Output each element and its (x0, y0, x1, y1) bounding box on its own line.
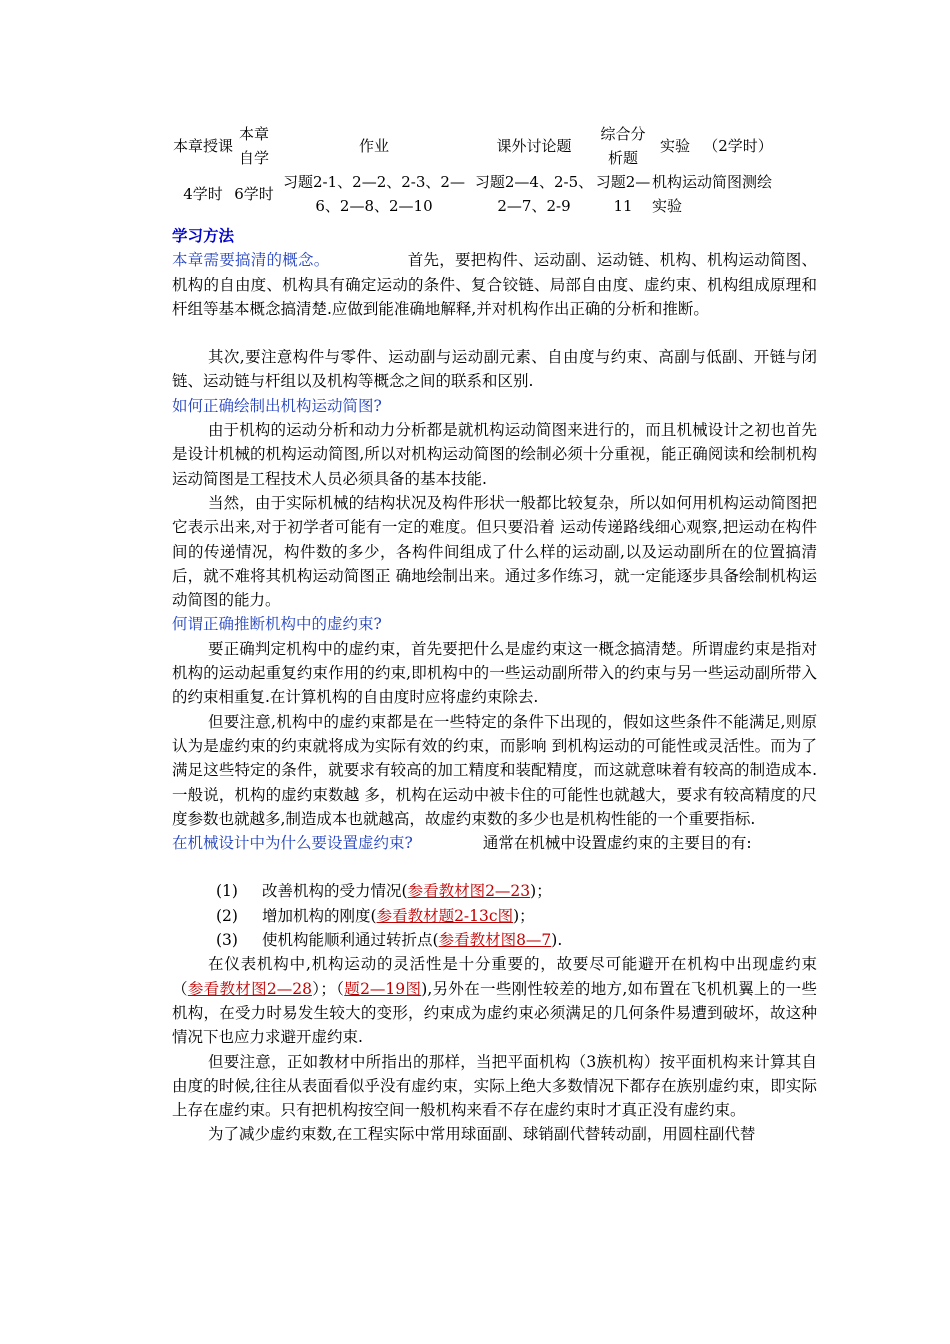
table-cell: 习题2-1、2—2、2-3、2—6、2—8、2—10 (283, 173, 465, 215)
reference-link[interactable]: 题2—19图 (344, 979, 422, 998)
paragraph: 由于机构的运动分析和动力分析都是就机构运动简图来进行的，而且机械设计之初也首先是设计机械的机构运动简图,所以对机构运动简图的绘制必须十分重视，能正确阅读和绘制机构运动简图是工程技术人员必须具备的基本技能. (172, 421, 817, 488)
reference-link[interactable]: 参看教材图2—28 (187, 979, 312, 998)
section-title: 学习方法 (172, 226, 235, 245)
list-item (172, 928, 817, 952)
table-row (172, 170, 778, 218)
list-text: 改善机构的受力情况( (262, 882, 408, 901)
list-item (172, 904, 817, 928)
header-cell: （2学时） (703, 137, 773, 155)
list-text: ). (551, 931, 563, 950)
paragraph-text: ),另外在一些刚性较差的地方,如布置在飞机机翼上的一些机构，在受力时易发生较大的变形，约束成为虚约束必须满足的几何条件易遭到破坏，故这种情况下也应力求避开虚约束. (172, 979, 817, 1047)
table-cell: 习题2—11 (595, 173, 651, 215)
reference-link[interactable]: 参看教材图2—23 (407, 882, 531, 901)
header-cell: 实验 (659, 137, 690, 155)
question-heading: 本章需要搞清的概念。 (172, 251, 330, 270)
list-item (172, 879, 817, 903)
list-number: (2) (216, 906, 238, 925)
paragraph-text: 通常在机械中设置虚约束的主要目的有: (482, 834, 752, 853)
table-cell: 4学时 (183, 185, 223, 203)
paragraph: 要正确判定机构中的虚约束，首先要把什么是虚约束这一概念搞清楚。所谓虚约束是指对机构的运动起重复约束作用的约束,即机构中的一些运动副所带入的约束与另一些运动副所带入的约束相重复.在计算机构的自由度时应将虚约束除去. (172, 639, 817, 707)
reference-link[interactable]: 参看教材题2-13c图 (376, 906, 514, 925)
paragraph (172, 952, 817, 1049)
study-method-content (172, 224, 817, 1147)
list-text: )； (530, 882, 552, 901)
question-heading: 何谓正确推断机构中的虚约束? (172, 615, 382, 634)
reference-link[interactable]: 参看教材图8—7 (438, 931, 552, 950)
paragraph: 当然，由于实际机械的结构状况及构件形状一般都比较复杂，所以如何用机构运动简图把它表示出来,对于初学者可能有一定的难度。但只要沿着 运动传递路线细心观察,把运动在构件间的传递情况，构件数的多少，各构件间组成了什么样的运动副,以及运动副所在的位置搞清后，就不难将其机构运动简图正 确地绘制出来。通过多作练习，就一定能逐步具备绘制机构运动简图的能力。 (172, 493, 817, 610)
schedule-table (172, 122, 778, 218)
list-text: )； (513, 906, 535, 925)
paragraph-text: 在仪表机构中,机构运动的灵活性是十分重要的，故要尽可能避开在机构中出现虚约束（ (172, 955, 817, 998)
paragraph: 但要注意，正如教材中所指出的那样，当把平面机构（3族机构）按平面机构来计算其自由度的时候,往往从表面看似乎没有虚约束，实际上绝大多数情况下都存在族别虚约束，即实际上存在虚约束。只有把机构按空间一般机构来看不存在虚约束时才真正没有虚约束。 (172, 1052, 817, 1120)
header-cell: 综合分析题 (600, 125, 646, 167)
paragraph: 为了减少虚约束数,在工程实际中常用球面副、球销副代替转动副，用圆柱副代替 (208, 1125, 756, 1144)
list-text: 使机构能顺利通过转折点( (262, 931, 439, 950)
header-cell: 本章自学 (238, 125, 269, 167)
paragraph (172, 831, 817, 855)
question-heading: 在机械设计中为什么要设置虚约束? (172, 834, 413, 853)
header-cell: 作业 (358, 137, 389, 155)
list-number: (3) (216, 931, 238, 950)
list-text: 增加机构的刚度( (262, 906, 377, 925)
table-cell: 习题2—4、2-5、2—7、2-9 (474, 173, 594, 215)
list-number: (1) (216, 882, 238, 901)
paragraph-text: ）；（ (311, 979, 345, 998)
paragraph: 其次,要注意构件与零件、运动副与运动副元素、自由度与约束、高副与低副、开链与闭链、运动链与杆组以及机构等概念之间的联系和区别. (172, 348, 817, 391)
question-heading: 如何正确绘制出机构运动简图? (172, 396, 382, 415)
paragraph-text: 首先，要把构件、运动副、运动链、机构、机构运动简图、机构的自由度、机构具有确定运动的条件、复合铰链、局部自由度、虚约束、机构组成原理和杆组等基本概念搞清楚.应做到能准确地解释,并对机构作出正确的分析和推断。 (172, 251, 817, 318)
table-header-row (172, 122, 778, 170)
header-cell: 本章授课 (172, 137, 233, 155)
paragraph: 但要注意,机构中的虚约束都是在一些特定的条件下出现的，假如这些条件不能满足,则原认为是虚约束的约束就将成为实际有效的约束，而影响 到机构运动的可能性或灵活性。而为了满足这些特定的条件，就要求有较高的加工精度和装配精度，而这就意味着有较高的制造成本.一般说，机构的虚约束数越 多，机构在运动中被卡住的可能性也就越大，要求有较高精度的尺度参数也就越多,制造成本也就越高，故虚约束数的多少也是机构性能的一个重要指标. (172, 712, 817, 828)
table-cell: 机构运动简图测绘实验 (652, 173, 773, 215)
paragraph (172, 248, 817, 321)
table-cell: 6学时 (234, 185, 274, 203)
header-cell: 课外讨论题 (496, 137, 572, 155)
